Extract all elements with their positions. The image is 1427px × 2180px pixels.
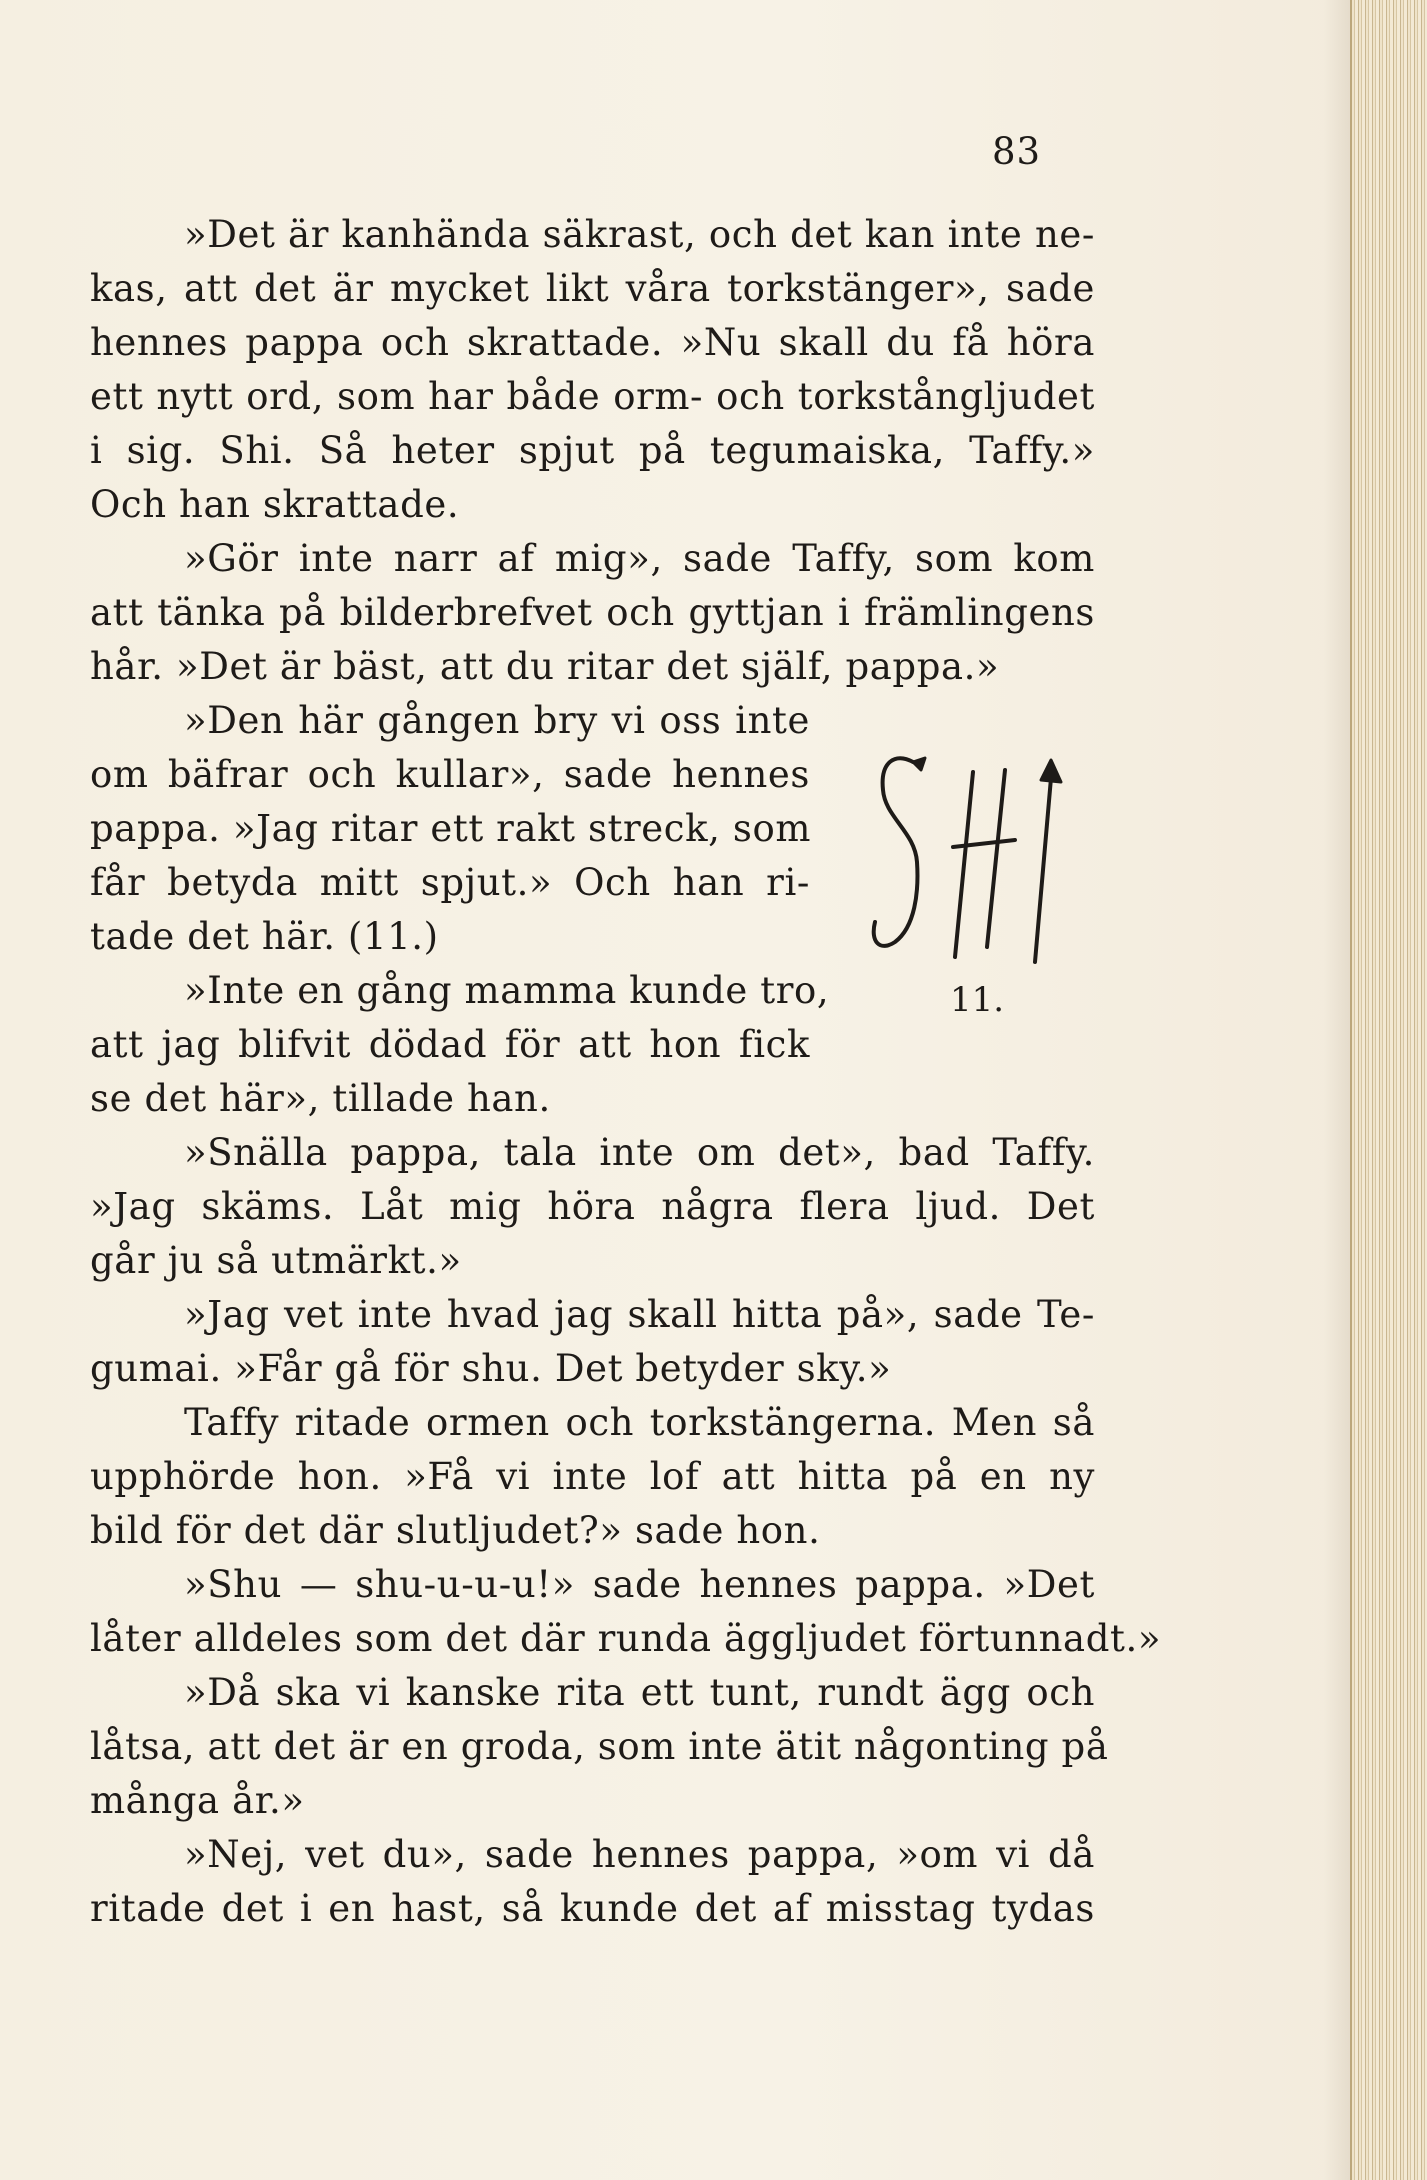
text-line: se det här», tillade han. — [90, 1077, 551, 1120]
page-number: 83 — [992, 130, 1042, 173]
text-line: bild för det där slutljudet?» sade hon. — [90, 1509, 821, 1552]
text-line: upphörde hon. »Få vi inte lof att hitta på en ny — [90, 1455, 1095, 1498]
text-line: hennes pappa och skrattade. »Nu skall du få höra — [90, 321, 1095, 364]
text-line: pappa. »Jag ritar ett rakt streck, som — [90, 807, 812, 850]
text-line: »Snälla pappa, tala inte om det», bad Taffy. — [184, 1131, 1095, 1174]
figure-i-spear-shaft — [1035, 778, 1051, 962]
figure-i-spear-head — [1041, 760, 1061, 782]
text-line: att tänka på bilderbrefvet och gyttjan i främlingens — [90, 591, 1095, 634]
figure-h-cross-stroke — [953, 840, 1015, 847]
text-line: »Gör inte narr af mig», sade Taffy, som kom — [184, 537, 1095, 580]
text-line: låter alldeles som det där runda äggljudet förtunnadt.» — [90, 1617, 1162, 1660]
text-line: »Shu — shu-u-u-u!» sade hennes pappa. »Det — [184, 1563, 1095, 1606]
text-line: »Inte en gång mamma kunde tro, — [184, 969, 830, 1012]
text-line: gumai. »Får gå för shu. Det betyder sky.» — [90, 1347, 892, 1390]
text-line: många år.» — [90, 1779, 305, 1822]
text-line: »Den här gången bry vi oss inte — [184, 699, 810, 742]
text-line: »Nej, vet du», sade hennes pappa, »om vi då — [184, 1833, 1095, 1876]
text-line: får betyda mitt spjut.» Och han ri- — [90, 861, 810, 904]
text-line: »Jag skäms. Låt mig höra några flera ljud. Det — [90, 1185, 1095, 1228]
text-line: i sig. Shi. Så heter spjut på tegumaiska, Taffy.» — [90, 429, 1095, 472]
figure-s-head — [913, 758, 925, 770]
text-line: Och han skrattade. — [90, 483, 460, 526]
text-line: tade det här. (11.) — [90, 915, 439, 958]
text-line: låtsa, att det är en groda, som inte ätit någonting på — [90, 1725, 1109, 1768]
text-line: »Då ska vi kanske rita ett tunt, rundt ägg och — [184, 1671, 1095, 1714]
text-line: ett nytt ord, som har både orm- och torkstångljudet — [90, 375, 1095, 418]
figure-h-right-stroke — [987, 770, 1005, 947]
text-line: »Jag vet inte hvad jag skall hitta på», sade Te- — [184, 1293, 1095, 1336]
page-gutter-shadow — [1324, 0, 1352, 2180]
text-line: att jag blifvit dödad för att hon fick — [90, 1023, 810, 1066]
text-line: går ju så utmärkt.» — [90, 1239, 462, 1282]
text-line: hår. »Det är bäst, att du ritar det själf, pappa.» — [90, 645, 1000, 688]
page-edge-stack — [1350, 0, 1427, 2180]
figure-s-stroke — [874, 758, 918, 946]
text-line: Taffy ritade ormen och torkstängerna. Men så — [184, 1401, 1095, 1444]
shi-figure-drawing — [855, 742, 1095, 982]
text-line: »Det är kanhända säkrast, och det kan inte ne- — [184, 213, 1095, 256]
text-line: ritade det i en hast, så kunde det af misstag tydas — [90, 1887, 1095, 1930]
figure-h-left-stroke — [955, 772, 973, 957]
figure-caption: 11. — [950, 980, 1005, 1020]
text-line: kas, att det är mycket likt våra torkstänger», sade — [90, 267, 1095, 310]
text-line: om bäfrar och kullar», sade hennes — [90, 753, 810, 796]
